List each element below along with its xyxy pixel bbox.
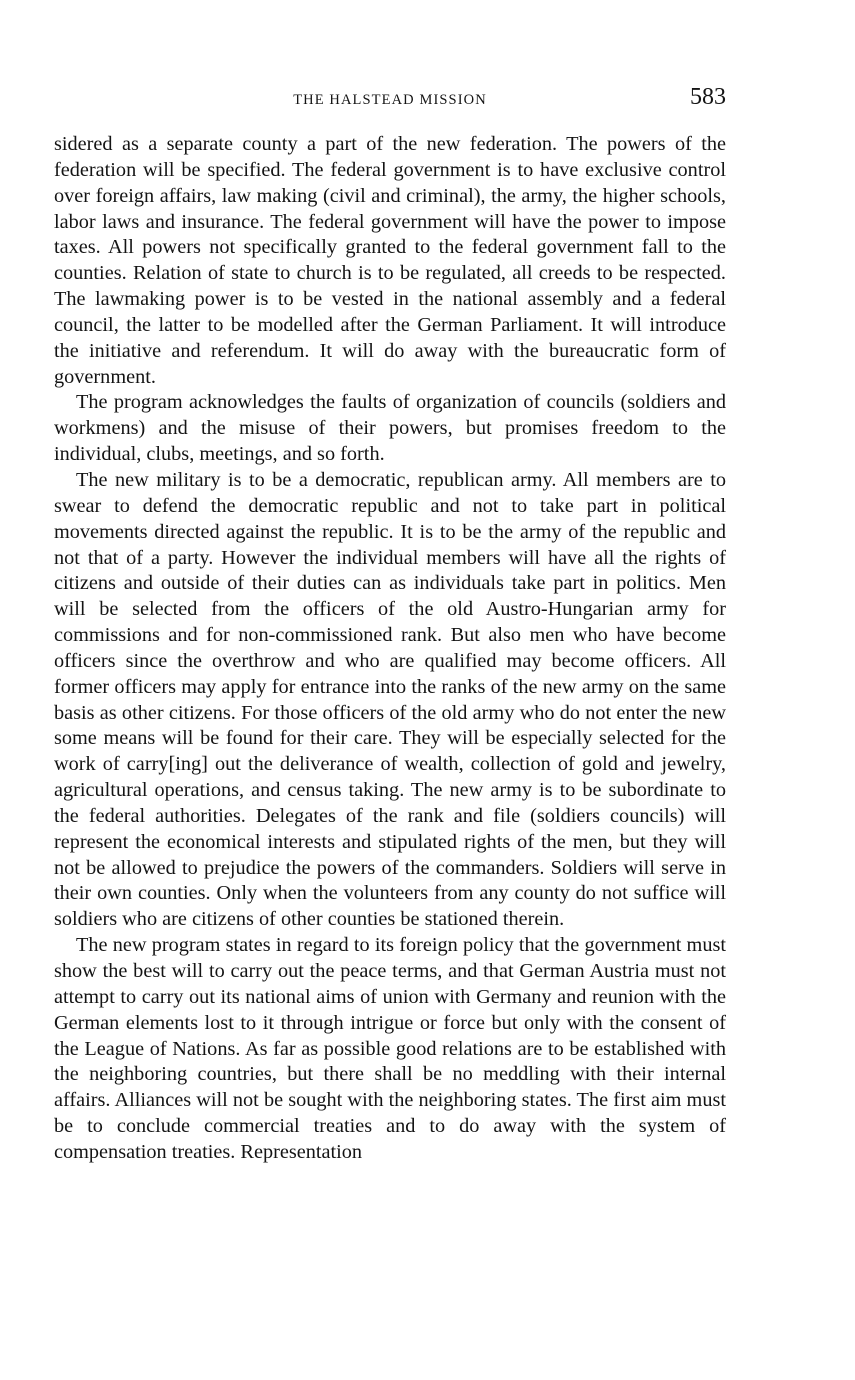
running-title: THE HALSTEAD MISSION <box>293 92 487 108</box>
paragraph-continued: sidered as a separate county a part of the new federation. The powers of the federation will be specified. The federal government is to have exclusive control over foreign affairs, law making (civil and criminal), the army, the higher schools, labor laws and insurance. The federal government will have the power to impose taxes. All powers not specifically granted to the federal government fall to the counties. Relation of state to church is to be regulated, all creeds to be respected. The lawmaking power is to be vested in the national assembly and a federal council, the latter to be modelled after the German Parliament. It will introduce the initiative and referendum. It will do away with the bureaucratic form of government. <box>54 133 726 388</box>
book-page <box>54 84 726 1166</box>
paragraph-military: The new military is to be a democratic, republican army. All members are to swear to defend the democratic republic and not to take part in political movements directed against the republic. It is to be the army of the republic and not that of a party. However the individual members will have all the rights of citizens and outside of their duties can as individuals take part in politics. Men will be selected from the officers of the old Austro-Hungarian army for commissions and for non-commissioned rank. But also men who have become officers since the overthrow and who are qualified may become officers. All former officers may apply for entrance into the ranks of the new army on the same basis as other citizens. For those officers of the old army who do not enter the new some means will be found for their care. They will be especially selected for the work of carry[ing] out the deliverance of wealth, collection of gold and jewelry, agricultural operations, and census taking. The new army is to be subordinate to the federal authorities. Delegates of the rank and file (soldiers councils) will represent the economical interests and stipulated rights of the men, but they will not be allowed to prejudice the powers of the commanders. Soldiers will serve in their own counties. Only when the volunteers from any county do not suffice will soldiers who are citizens of other counties be stationed therein. <box>54 468 726 931</box>
running-head <box>54 84 726 120</box>
page-number: 583 <box>690 84 726 110</box>
paragraph-councils: The program acknowledges the faults of organization of councils (soldiers and workmens) and the misuse of their powers, but promises freedom to the individual, clubs, meetings, and so forth. <box>54 391 726 466</box>
body-text <box>54 132 726 1166</box>
paragraph-foreign-policy: The new program states in regard to its foreign policy that the government must show the best will to carry out the peace terms, and that German Austria must not attempt to carry out its national aims of union with Germany and reunion with the German elements lost to it through intrigue or force but only with the consent of the League of Nations. As far as possible good relations are to be established with the neighboring countries, but there shall be no meddling with their internal affairs. Alliances will not be sought with the neighboring states. The first aim must be to conclude commercial treaties and to do away with the system of compensation treaties. Representation <box>54 934 726 1163</box>
